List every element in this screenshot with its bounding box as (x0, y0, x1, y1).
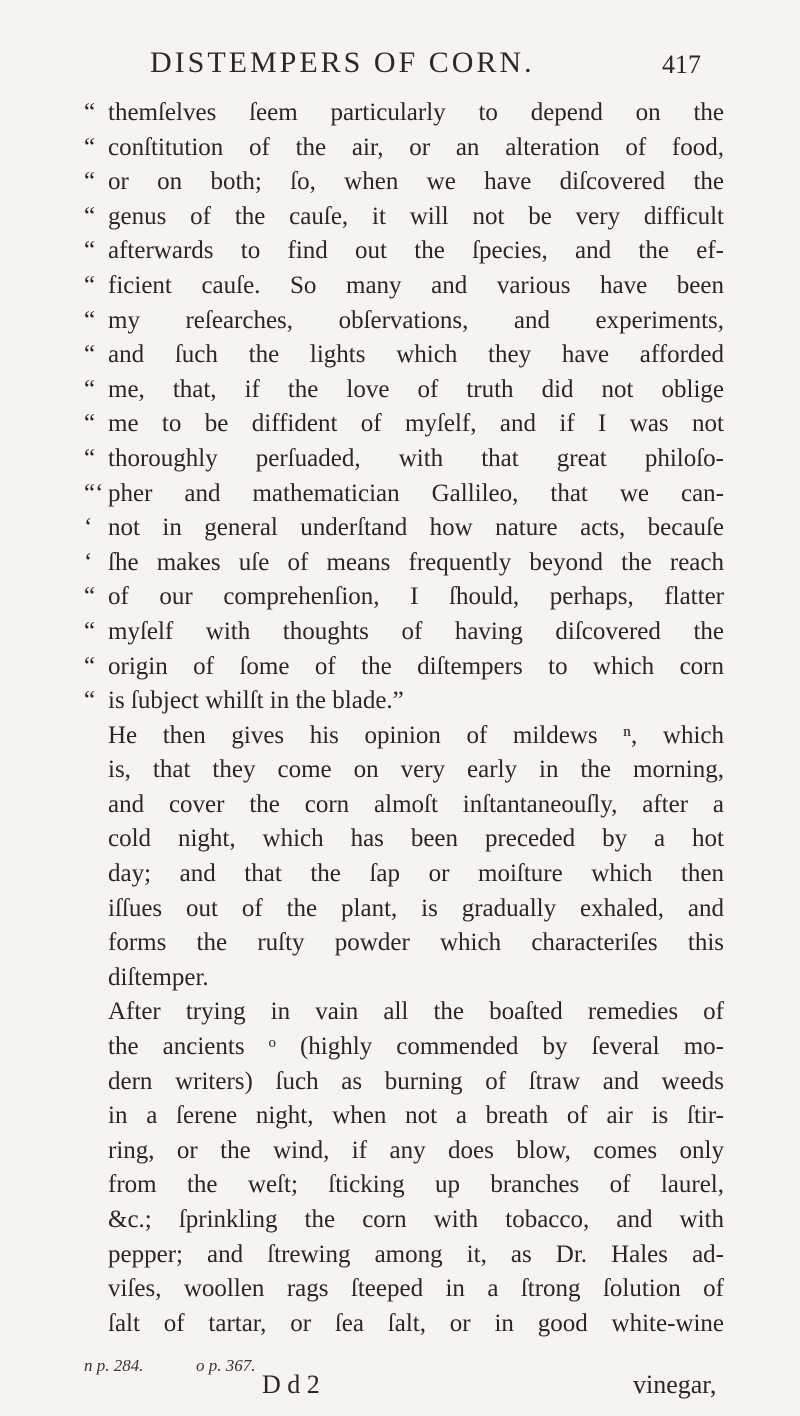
quote-mark: “ (84, 271, 96, 299)
text-line (84, 1134, 724, 1169)
text-line (84, 442, 724, 477)
line-text: from the weſt; ſticking up branches of laurel, (108, 1171, 724, 1199)
quote-mark: “ (84, 168, 96, 196)
text-line (84, 580, 724, 615)
quote-mark: “ (84, 202, 96, 230)
text-line (84, 615, 724, 650)
line-text: is ſubject whilſt in the blade.” (108, 687, 404, 715)
text-line (84, 304, 724, 339)
line-text: thoroughly perſuaded, with that great philoſo- (108, 444, 724, 472)
text-line (84, 477, 724, 512)
quote-mark: “ (84, 687, 96, 715)
quote-mark: “ (84, 410, 96, 438)
line-text: and cover the corn almoſt inſtantaneouſly, after a (108, 790, 724, 818)
line-text: pepper; and ſtrewing among it, as Dr. Hales ad- (108, 1240, 724, 1268)
quote-mark: “ (84, 341, 96, 369)
text-line (84, 822, 724, 857)
line-text: and ſuch the lights which they have afforded (108, 341, 724, 369)
running-title: DISTEMPERS OF CORN. (150, 46, 535, 79)
line-text: is, that they come on very early in the morning, (108, 756, 724, 784)
text-line (84, 753, 724, 788)
line-text: forms the ruſty powder which characteriſes this (108, 929, 724, 957)
text-line (84, 926, 724, 961)
text-line (84, 200, 724, 235)
line-text: my reſearches, obſervations, and experiments, (108, 306, 724, 334)
line-text: viſes, woollen rags ſteeped in a ſtrong ſolution of (108, 1275, 724, 1303)
text-line (84, 961, 724, 996)
footnote-n: n p. 284. (84, 1356, 144, 1375)
text-line (84, 1238, 724, 1273)
text-line (84, 1203, 724, 1238)
line-text: ficient cauſe. So many and various have been (108, 271, 724, 299)
line-text: cold night, which has been preceded by a hot (108, 825, 724, 853)
text-line (84, 373, 724, 408)
line-text: ſhe makes uſe of means frequently beyond the reach (108, 548, 724, 576)
text-line (84, 719, 724, 754)
footnote-o: o p. 367. (196, 1356, 256, 1375)
line-text: genus of the cauſe, it will not be very difficult (108, 202, 724, 230)
quote-mark: “‘ (84, 479, 104, 507)
quote-mark: “ (84, 237, 96, 265)
page-header (0, 46, 800, 86)
text-line (84, 995, 724, 1030)
line-text: or on both; ſo, when we have diſcovered the (108, 168, 724, 196)
quote-mark: “ (84, 652, 96, 680)
line-text: in a ſerene night, when not a breath of air is ſtir- (108, 1102, 724, 1130)
text-line (84, 684, 724, 719)
quote-mark: ‘ (84, 548, 93, 576)
quote-mark: “ (84, 133, 96, 161)
line-text: After trying in vain all the boaſted remedies of (108, 998, 724, 1026)
text-line (84, 788, 724, 823)
quote-mark: “ (84, 375, 96, 403)
quote-mark: “ (84, 444, 96, 472)
line-text: dern writers) ſuch as burning of ſtraw and weeds (108, 1067, 724, 1095)
line-text: me to be diffident of myſelf, and if I was not (108, 410, 724, 438)
line-text: ring, or the wind, if any does blow, comes only (108, 1136, 724, 1164)
text-line (84, 96, 724, 131)
text-line (84, 338, 724, 373)
text-line (84, 857, 724, 892)
text-line (84, 546, 724, 581)
line-text: conſtitution of the air, or an alteration of food, (108, 133, 724, 161)
quote-mark: “ (84, 583, 96, 611)
line-text: ſalt of tartar, or ſea ſalt, or in good white-wine (108, 1309, 724, 1337)
line-text: origin of ſome of the diſtempers to which corn (108, 652, 724, 680)
line-text: diſtemper. (108, 963, 209, 991)
text-line (84, 269, 724, 304)
text-line (84, 407, 724, 442)
quote-mark: ‘ (84, 514, 93, 542)
text-line (84, 1065, 724, 1100)
line-text: iſſues out of the plant, is gradually exhaled, and (108, 894, 724, 922)
quote-mark: “ (84, 617, 96, 645)
line-text: day; and that the ſap or moiſture which then (108, 860, 724, 888)
text-line (84, 1099, 724, 1134)
line-text: me, that, if the love of truth did not oblige (108, 375, 724, 403)
quote-mark: “ (84, 306, 96, 334)
text-line (84, 1168, 724, 1203)
page-number: 417 (662, 50, 701, 79)
text-line (84, 511, 724, 546)
line-text: themſelves ſeem particularly to depend on the (108, 99, 724, 126)
text-line (84, 1272, 724, 1307)
line-text: of our comprehenſion, I ſhould, perhaps, flatter (108, 583, 724, 611)
text-line (84, 234, 724, 269)
catchword: vinegar, (633, 1370, 717, 1399)
text-line (84, 165, 724, 200)
text-line (84, 650, 724, 685)
page-footer (0, 1356, 800, 1416)
line-text: myſelf with thoughts of having diſcovered the (108, 617, 724, 645)
line-text: pher and mathematician Gallileo, that we can- (108, 479, 724, 507)
line-text: afterwards to find out the ſpecies, and the ef- (108, 237, 724, 265)
quote-mark: “ (84, 99, 96, 126)
line-text: not in general underſtand how nature acts, becauſe (108, 514, 724, 542)
text-line (84, 1030, 724, 1065)
line-text: &c.; ſprinkling the corn with tobacco, and with (108, 1206, 724, 1233)
line-text: He then gives his opinion of mildews ⁿ, which (108, 721, 724, 749)
body-text (84, 96, 724, 1341)
text-line (84, 1307, 724, 1342)
signature-mark: D d 2 (262, 1370, 320, 1399)
line-text: the ancients ᵒ (highly commended by ſeveral mo- (108, 1033, 724, 1061)
text-line (84, 131, 724, 166)
text-line (84, 892, 724, 927)
